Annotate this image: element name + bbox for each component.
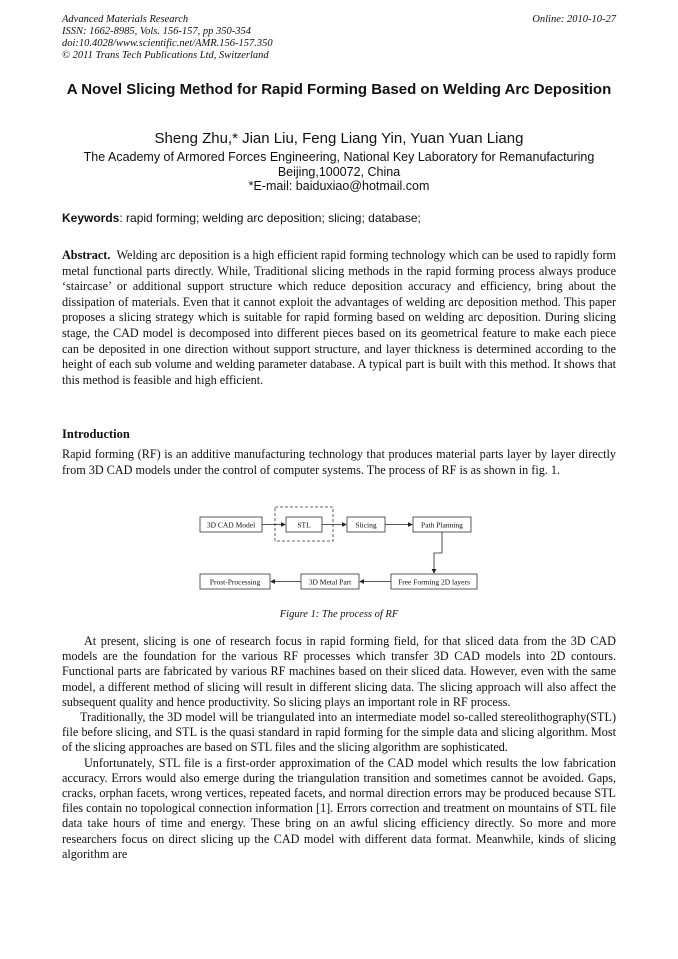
- affiliation-line: The Academy of Armored Forces Engineering, National Key Laboratory for Remanufacturing: [83, 150, 595, 164]
- body-text: [62, 634, 616, 862]
- paragraph-slicing-focus: At present, slicing is one of research focus in rapid forming field, for that sliced data from the 3D CAD models are the foundation for the various RF processes which transfer 3D CAD models into 2D contours. Functional parts are fabricated by various RF machines based on their sliced data. However, even with the same model, a different method of slicing will result in different slicing data. The slicing approach will also affect the subsequent quality and hence productivity. So slicing plays an important role in RF process.: [62, 634, 616, 709]
- affiliation-block: [62, 150, 616, 194]
- paper-title: A Novel Slicing Method for Rapid Forming Based on Welding Arc Deposition: [66, 81, 612, 98]
- running-header: [62, 14, 616, 62]
- label-path-planning: Path Planning: [421, 520, 463, 530]
- section-heading-introduction: Introduction: [62, 427, 130, 441]
- label-post-processing: Prost-Processing: [209, 577, 261, 587]
- keywords-line: [62, 211, 616, 225]
- abstract: [62, 248, 616, 388]
- keywords-label: Keywords: [62, 211, 120, 225]
- journal-name: Advanced Materials Research: [62, 14, 189, 25]
- issn-line: ISSN: 1662-8985, Vols. 156-157, pp 350-354: [62, 26, 251, 37]
- abstract-text: Welding arc deposition is a high efficient rapid forming technology which can be used to rapidly form metal functional parts directly. While, Traditional slicing methods in the rapid forming process always produce ‘staircase’ or additional support structure which reduce deposition accuracy and efficiency, bring about the dissipation of materials. Even that it cannot exploit the advantages of welding arc deposition method. This paper proposes a slicing strategy which is suitable for rapid forming based on welding arc deposition. During slicing stage, the CAD model is decomposed into different pieces based on its geometrical feature to make each piece can be deposited in one direction without support structure, and layer thickness is determined according to the height of each sub volume and welding parameter database. A typical part is built with this method. It shows that this method is feasible and high efficient.: [62, 248, 617, 387]
- doi-line: doi:10.4028/www.scientific.net/AMR.156-157.350: [62, 38, 273, 49]
- paragraph-traditional-stl: Traditionally, the 3D model will be triangulated into an intermediate model so-called stereolithography(STL) file before slicing, and STL is the quasi standard in rapid forming for the simple data and slicing algorithm. Most of the slicing approaches are based on STL files and the slicing algorithm are sophisticated.: [62, 710, 616, 755]
- arrow-path-to-free: [434, 532, 442, 573]
- paragraph-stl-errors: Unfortunately, STL file is a first-order approximation of the CAD model which results the low fabrication accuracy. Errors would also emerge during the triangulation transition and sometimes cannot be avoided. Gaps, cracks, orphan facets, wrong vertices, repeated facets, and normal direction errors may be produced because STL files contain no topological connection information [1]. Errors correction and treatment on mountains of STL file data take hours of time and energy. These bring on an awful slicing efficiency directly. So more and more researchers focus on direct slicing up the CAD model with different data format. Meanwhile, kinds of slicing algorithm are: [62, 755, 616, 861]
- abstract-label: Abstract.: [62, 248, 111, 262]
- affiliation-address: Beijing,100072, China: [277, 164, 401, 179]
- label-3d-cad-model: 3D CAD Model: [206, 520, 256, 530]
- online-date: Online: 2010-10-27: [532, 14, 616, 25]
- figure-caption: Figure 1: The process of RF: [279, 609, 399, 620]
- label-free-forming: Free Forming 2D layers: [398, 577, 470, 587]
- process-flow-figure: [195, 505, 495, 600]
- intro-paragraph: Rapid forming (RF) is an additive manufacturing technology that produces material parts layer by layer directly from 3D CAD models under the control of computer systems. The process of RF is as shown in fig. 1.: [62, 447, 616, 477]
- keywords-text: : rapid forming; welding arc deposition; slicing; database;: [119, 211, 421, 225]
- label-slicing: Slicing: [355, 520, 377, 530]
- copyright-line: © 2011 Trans Tech Publications Ltd, Switzerland: [62, 50, 269, 61]
- author-email: *E-mail: baiduxiao@hotmail.com: [248, 179, 430, 193]
- label-3d-metal-part: 3D Metal Part: [308, 577, 352, 587]
- author-list: Sheng Zhu,* Jian Liu, Feng Liang Yin, Yuan Yuan Liang: [154, 130, 524, 147]
- label-stl: STL: [297, 520, 311, 530]
